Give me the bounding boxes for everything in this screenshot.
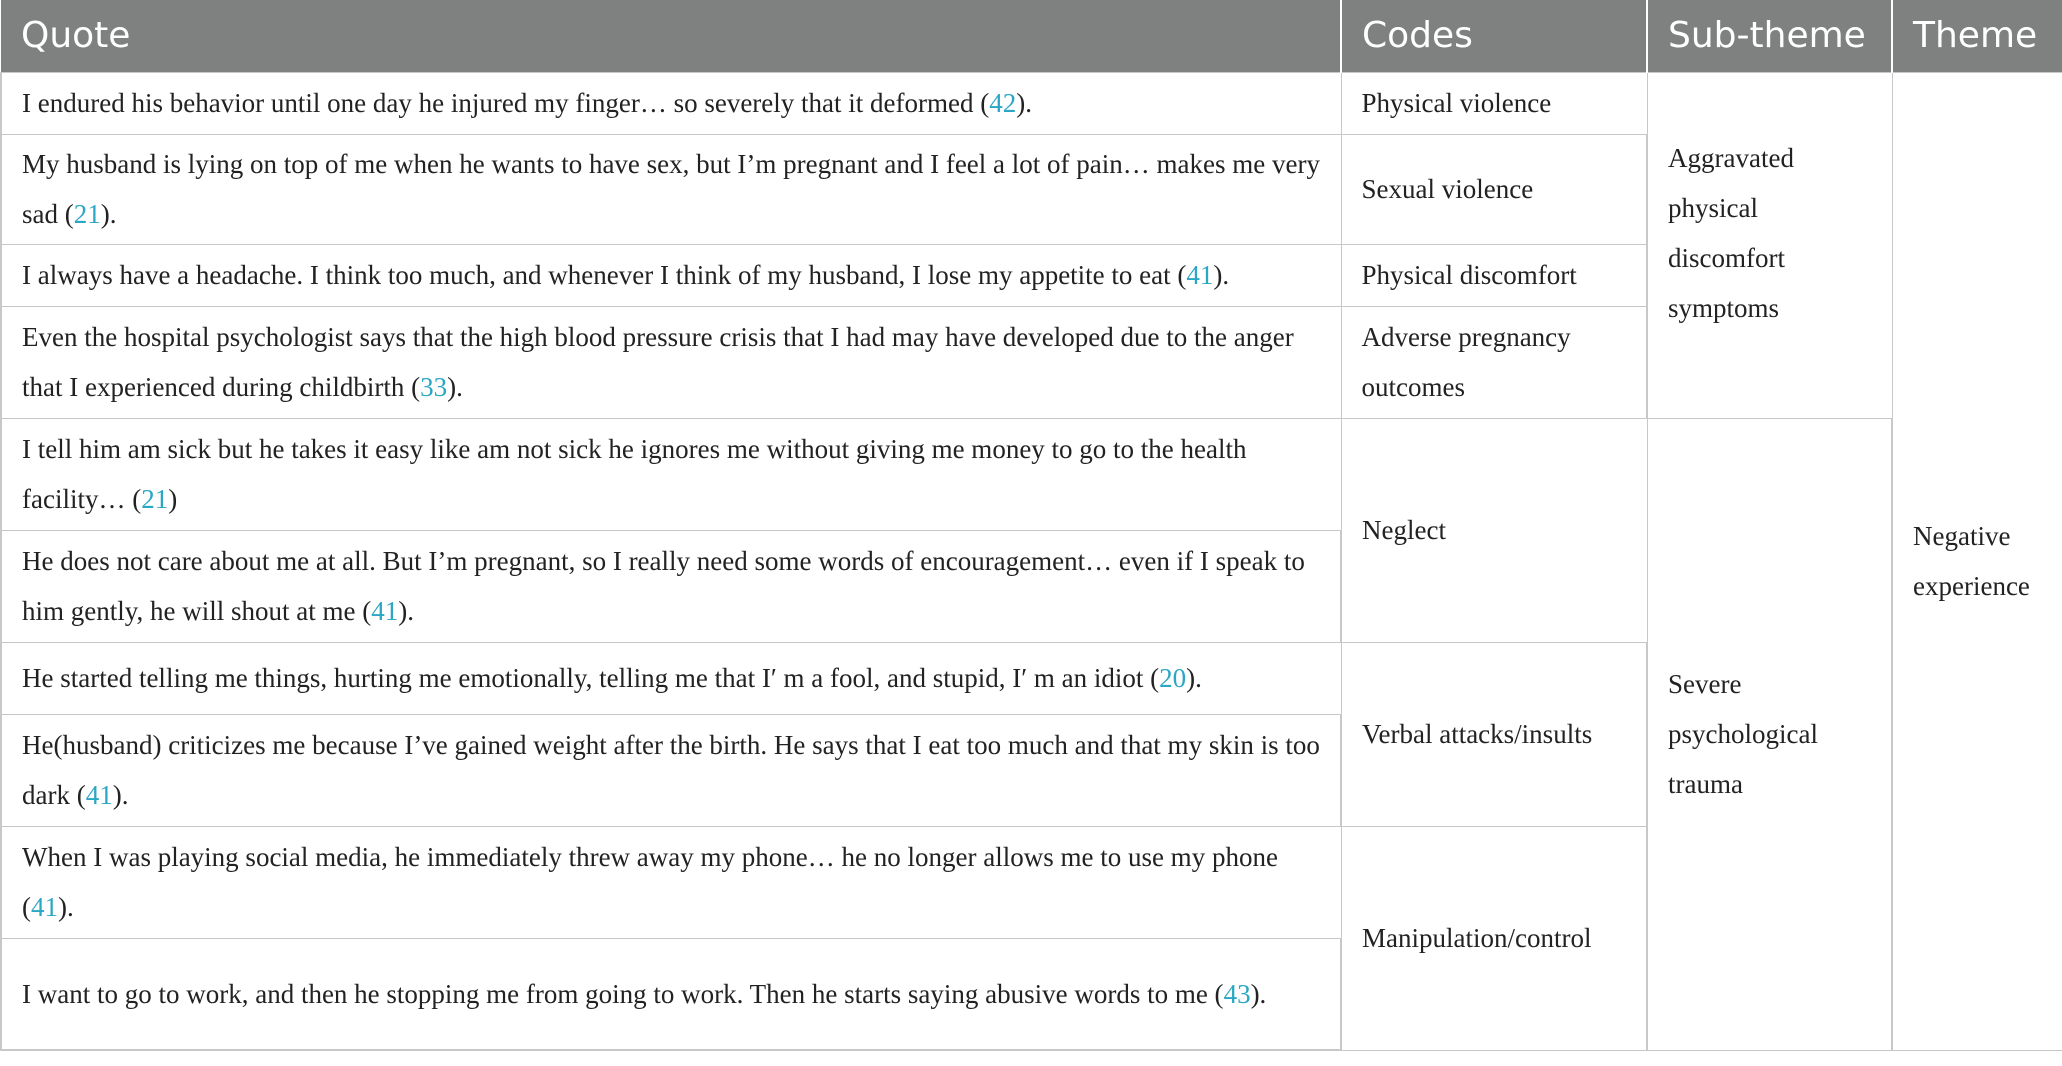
- quote-tail: ).: [1186, 663, 1202, 693]
- citation-link[interactable]: 41: [1186, 260, 1214, 290]
- quote-cell: [1, 134, 1341, 244]
- quote-cell: [1, 72, 1341, 134]
- quote-text: My husband is lying on top of me when he wants to have sex, but I’m pregnant and I feel a lot of pain… makes me very sad (: [22, 149, 1320, 229]
- code-cell: Verbal attacks/insults: [1341, 642, 1647, 826]
- theme-cell: [1892, 72, 2062, 1050]
- table-row: [1, 72, 2062, 134]
- code-cell: Adverse pregnancy outcomes: [1341, 306, 1647, 418]
- header-codes: Codes: [1341, 0, 1647, 72]
- theme-text: Negative experience: [1913, 521, 2030, 601]
- quote-tail: ).: [1016, 88, 1032, 118]
- header-subtheme: Sub-theme: [1647, 0, 1892, 72]
- table-header-row: [1, 0, 2062, 72]
- header-quote: Quote: [1, 0, 1341, 72]
- quote-text: I endured his behavior until one day he injured my finger… so severely that it deformed (: [22, 88, 990, 118]
- quote-tail: ).: [447, 372, 463, 402]
- code-cell: Physical violence: [1341, 72, 1647, 134]
- quote-text: He started telling me things, hurting me emotionally, telling me that I′ m a fool, and stupid, I′ m an idiot (: [22, 663, 1160, 693]
- code-cell: Sexual violence: [1341, 134, 1647, 244]
- citation-link[interactable]: 41: [371, 596, 399, 626]
- citation-link[interactable]: 41: [31, 892, 58, 922]
- citation-link[interactable]: 33: [420, 372, 448, 402]
- quote-text: I want to go to work, and then he stopping me from going to work. Then he starts saying abusive words to me (: [22, 978, 1224, 1009]
- quote-tail: ).: [58, 892, 74, 922]
- quote-tail: ).: [398, 596, 414, 626]
- quote-cell: [1, 826, 1341, 938]
- quote-tail: ).: [1250, 978, 1267, 1009]
- quote-cell: [1, 306, 1341, 418]
- quote-cell: [1, 642, 1341, 714]
- citation-link[interactable]: 42: [989, 88, 1017, 118]
- citation-link[interactable]: 20: [1159, 663, 1187, 693]
- quote-text: I tell him am sick but he takes it easy like am not sick he ignores me without giving me money to go to the health facility… (: [22, 434, 1247, 514]
- subtheme-text: Aggravated physical discomfort symptoms: [1668, 142, 1794, 323]
- subtheme-cell: [1647, 418, 1892, 1050]
- quote-tail: ).: [1213, 260, 1230, 290]
- table-row: [1, 418, 2062, 530]
- citation-link[interactable]: 21: [141, 484, 169, 514]
- subtheme-cell: [1647, 72, 1892, 418]
- quote-tail: ): [168, 484, 178, 514]
- quote-cell: [1, 714, 1341, 826]
- citation-link[interactable]: 43: [1223, 978, 1251, 1009]
- quote-text: I always have a headache. I think too much, and whenever I think of my husband, I lose my appetite to eat (: [22, 260, 1187, 290]
- subtheme-text: Severe psychological trauma: [1668, 669, 1818, 799]
- quote-cell: [1, 530, 1341, 642]
- quote-text: He(husband) criticizes me because I’ve gained weight after the birth. He says that I eat too much and that my skin is too dark (: [22, 730, 1320, 810]
- citation-link[interactable]: 21: [73, 199, 101, 229]
- quote-text: He does not care about me at all. But I’m pregnant, so I really need some words of encouragement… even if I speak to him gently, he will shout at me (: [22, 546, 1305, 626]
- code-cell: Manipulation/control: [1341, 826, 1647, 1050]
- quote-text: When I was playing social media, he immediately threw away my phone… he no longer allows me to use my phone (: [22, 842, 1278, 922]
- citation-link[interactable]: 41: [85, 780, 113, 810]
- quote-cell: [1, 418, 1341, 530]
- quote-tail: ).: [100, 199, 117, 229]
- quote-text: Even the hospital psychologist says that the high blood pressure crisis that I had may have developed due to the anger that I experienced during childbirth (: [22, 322, 1294, 402]
- header-theme: Theme: [1892, 0, 2062, 72]
- quote-cell: [1, 244, 1341, 306]
- code-cell: Neglect: [1341, 418, 1647, 642]
- quote-tail: ).: [112, 780, 129, 810]
- quote-cell: [1, 938, 1341, 1050]
- code-cell: Physical discomfort: [1341, 244, 1647, 306]
